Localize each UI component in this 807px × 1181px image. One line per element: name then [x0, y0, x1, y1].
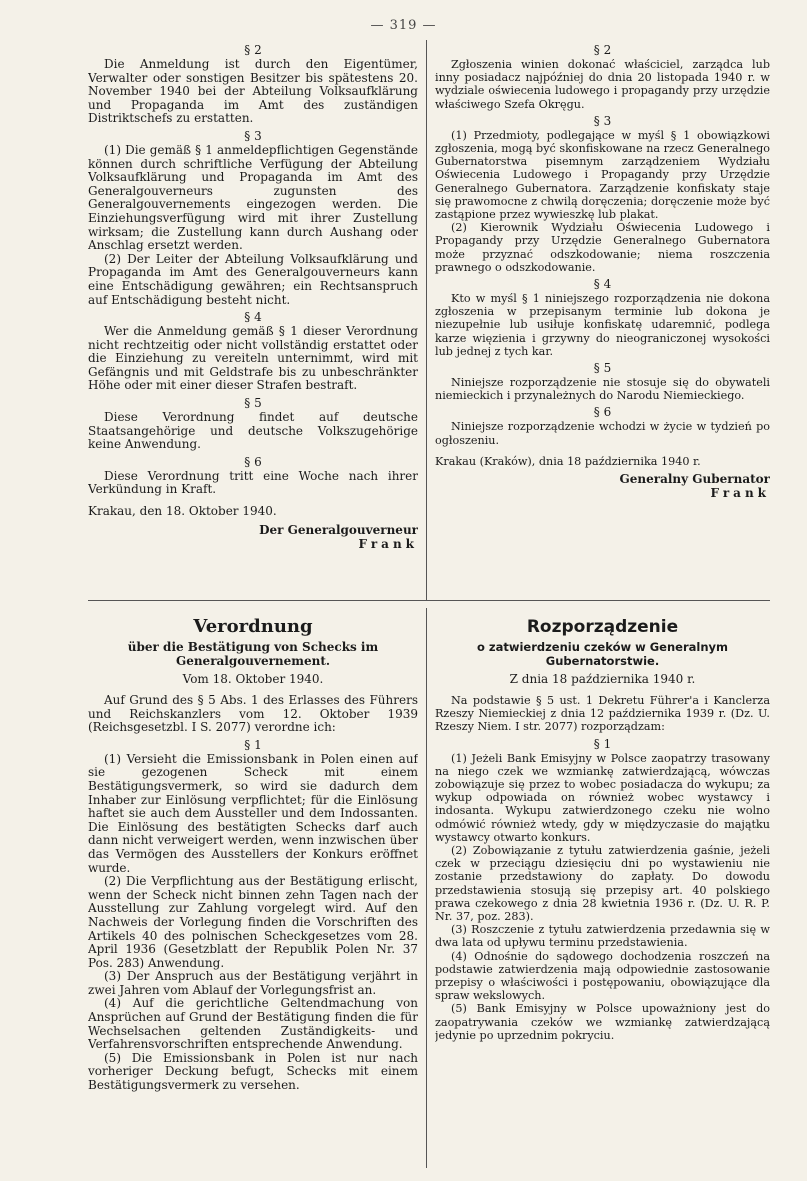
- section-heading: § 3: [593, 113, 612, 128]
- signer-title: Generalny Gubernator: [619, 472, 770, 487]
- ordinance-title: Verordnung: [193, 616, 313, 637]
- paragraph: Wer die Anmeldung gemäß § 1 dieser Verordnung nicht rechtzeitig oder nicht vollständig erstattet oder die Einziehung zu vereiteln unternimmt, wird mit Gefängnis und mit Geldstrafe bis zu unbeschränkter Höhe oder mit einer dieser Strafen bestraft.: [88, 324, 418, 393]
- signer-name: Frank: [358, 536, 418, 551]
- paragraph: Diese Verordnung tritt eine Woche nach ihrer Verkündung in Kraft.: [88, 468, 418, 497]
- signer-name: Frank: [710, 486, 770, 501]
- section-heading: § 4: [593, 277, 612, 292]
- section-heading: § 6: [244, 454, 262, 469]
- section-divider: [88, 600, 770, 601]
- ordinance-subtitle: o zatwierdzeniu czeków w Generalnym Gubernatorstwie.: [476, 640, 728, 668]
- section-heading: § 1: [244, 737, 262, 752]
- paragraph: (1) Jeżeli Bank Emisyjny w Polsce zaopatrzy trasowany na niego czek we wzmiankę zatwierdzającą, wówczas zobowiązuje się przez to wobec posiadacza do wykupu; za wykup odpowiada on również wobec wystawcy i indosanta. Wykupu zatwierdzonego czeku nie wolno odmówić również wtedy, gdy w międzyczasie do majątku wystawcy otwarto konkurs.: [435, 751, 770, 844]
- paragraph: (2) Der Leiter der Abteilung Volksaufklärung und Propaganda im Amt des Generalgouverneurs kann eine Entschädigung gewähren; ein Rechtsanspruch auf Entschädigung besteht nicht.: [88, 251, 418, 307]
- place-date: Krakau, den 18. Oktober 1940.: [88, 504, 277, 519]
- paragraph: (1) Versieht die Emissionsbank in Polen einen auf sie gezogenen Scheck mit einem Bestätigungsvermerk, so wird sie dadurch dem Inhaber zur Einlösung verpflichtet; für die Einlösung haftet sie auch dem Aussteller und dem Indossanten. Die Einlösung des bestätigten Schecks darf auch dann nicht verweigert werden, wenn inzwischen über das Vermögen des Ausstellers der Konkurs eröffnet wurde.: [88, 751, 418, 875]
- section-heading: § 2: [244, 43, 262, 57]
- column-divider: [426, 40, 427, 600]
- section-heading: § 5: [244, 396, 262, 411]
- paragraph: (5) Die Emissionsbank in Polen ist nur nach vorheriger Deckung befugt, Schecks mit einem Bestätigungsvermerk zu versehen.: [88, 1050, 418, 1093]
- paragraph: (3) Roszczenie z tytułu zatwierdzenia przedawnia się w dwa lata od upływu terminu przedstawienia.: [435, 923, 770, 950]
- signer-title: Der Generalgouverneur: [259, 522, 418, 537]
- preamble: Auf Grund des § 5 Abs. 1 des Erlasses des Führers und Reichskanzlers vom 12. Oktober 1939 (Reichsgesetzbl. I S. 2077) verordne ich:: [88, 693, 418, 735]
- paragraph: (4) Auf die gerichtliche Geltendmachung von Ansprüchen auf Grund der Bestätigung finden die für Wechselsachen geltenden Zuständigkeits- und Verfahrensvorschriften entsprechende Anwendung.: [88, 996, 418, 1052]
- polish-column: [435, 608, 770, 1168]
- section-heading: § 3: [244, 128, 262, 143]
- ordinance-date: Vom 18. Oktober 1940.: [182, 672, 324, 686]
- german-column: [88, 608, 418, 1168]
- column-divider: [426, 608, 427, 1168]
- paragraph: (2) Die Verpflichtung aus der Bestätigung erlischt, wenn der Scheck nicht binnen zehn Tagen nach der Ausstellung zur Zahlung vorgelegt wird. Auf den Nachweis der Vorlegung finden die Vorschriften des Artikels 40 des polnischen Scheckgesetzes vom 28. April 1936 (Gesetzblatt der Republik Polen Nr. 37 Pos. 283) Anwendung.: [88, 874, 418, 970]
- paragraph: (1) Die gemäß § 1 anmeldepflichtigen Gegenstände können durch schriftliche Verfügung der Abteilung Volksaufklärung und Propaganda im Amt des Generalgouverneurs zugunsten des Generalgouvernements eingezogen werden. Die Einziehungsverfügung wird mit ihrer Zustellung wirksam; die Zustellung kann durch Aushang oder Anschlag ersetzt werden.: [88, 142, 418, 253]
- german-column: [88, 40, 418, 600]
- paragraph: (1) Przedmioty, podlegające w myśl § 1 obowiązkowi zgłoszenia, mogą być skonfiskowane na rzecz Generalnego Gubernatorstwa pisemnym zarządzeniem Wydziału Oświecenia Ludowego i Propagandy przy Urzędzie Generalnego Gubernatora. Zarządzenie konfiskaty staje się prawomocne z chwilą doręczenia; doręczenie może być zastąpione przez wywieszkę lub plakat.: [435, 128, 770, 222]
- place-date: Krakau (Kraków), dnia 18 października 1940 r.: [435, 454, 701, 468]
- paragraph: (4) Odnośnie do sądowego dochodzenia roszczeń na podstawie zatwierdzenia mają odpowiednie zastosowanie przepisy o właściwości i postępowaniu, obowiązujące dla spraw wekslowych.: [435, 949, 770, 1003]
- section-heading: § 4: [244, 310, 262, 325]
- polish-column: [435, 40, 770, 600]
- paragraph: Kto w myśl § 1 niniejszego rozporządzenia nie dokona zgłoszenia w przepisanym terminie lub dokona je niezupełnie lub usiłuje konfiskatę udaremnić, podlega karze więzienia i grzywny do nieograniczonej wysokości lub jednej z tych kar.: [435, 292, 770, 358]
- section-heading: § 6: [593, 405, 612, 420]
- preamble: Na podstawie § 5 ust. 1 Dekretu Führer'a i Kanclerza Rzeszy Niemieckiej z dnia 12 października 1939 r. (Dz. U. Rzeszy Niem. I str. 2077) rozporządzam:: [435, 694, 770, 734]
- paragraph: (2) Zobowiązanie z tytułu zatwierdzenia gaśnie, jeżeli czek w przeciągu dziesięciu dni po wystawieniu nie zostanie przedstawiony do zapłaty. Do dowodu przedstawienia stosują się przepisy art. 40 polskiego prawa czekowego z dnia 28 kwietnia 1936 r. (Dz. U. R. P. Nr. 37, poz. 283).: [435, 844, 770, 924]
- paragraph: Die Anmeldung ist durch den Eigentümer, Verwalter oder sonstigen Besitzer bis spätestens 20. November 1940 bei der Abteilung Volksaufklärung und Propaganda im Amt des zuständigen Distriktschefs zu erstatten.: [88, 57, 418, 126]
- paragraph: Zgłoszenia winien dokonać właściciel, zarządca lub inny posiadacz najpóźniej do dnia 20 listopada 1940 r. w wydziale oświecenia ludowego i propagandy przy urzędzie właściwego Szefa Okręgu.: [435, 58, 770, 111]
- ordinance-date: Z dnia 18 października 1940 r.: [509, 672, 696, 686]
- ordinance-title: Rozporządzenie: [526, 617, 679, 637]
- section-heading: § 5: [593, 361, 612, 376]
- page-number: — 319 —: [370, 18, 437, 33]
- paragraph: (5) Bank Emisyjny w Polsce upoważniony jest do zaopatrywania czeków we wzmiankę zatwierdzającą jedynie po uprzednim pokryciu.: [435, 1002, 770, 1042]
- paragraph: Niniejsze rozporządzenie nie stosuje się do obywateli niemieckich i przynależnych do Narodu Niemieckiego.: [435, 376, 770, 403]
- section-heading: § 1: [593, 736, 612, 751]
- paragraph: Diese Verordnung findet auf deutsche Staatsangehörige und deutsche Volkszugehörige keine Anwendung.: [88, 410, 418, 452]
- paragraph: (2) Kierownik Wydziału Oświecenia Ludowego i Propagandy przy Urzędzie Generalnego Gubernatora może przyznać odszkodowanie; niema roszczenia prawnego o odszkodowanie.: [435, 221, 770, 274]
- paragraph: (3) Der Anspruch aus der Bestätigung verjährt in zwei Jahren vom Ablauf der Vorlegungsfrist an.: [88, 969, 418, 997]
- ordinance-continuation: [88, 40, 770, 600]
- paragraph: Niniejsze rozporządzenie wchodzi w życie w tydzień po ogłoszeniu.: [435, 420, 770, 447]
- cheque-ordinance: [88, 608, 770, 1168]
- section-heading: § 2: [593, 43, 612, 57]
- ordinance-subtitle: über die Bestätigung von Schecks im Generalgouvernement.: [127, 640, 379, 668]
